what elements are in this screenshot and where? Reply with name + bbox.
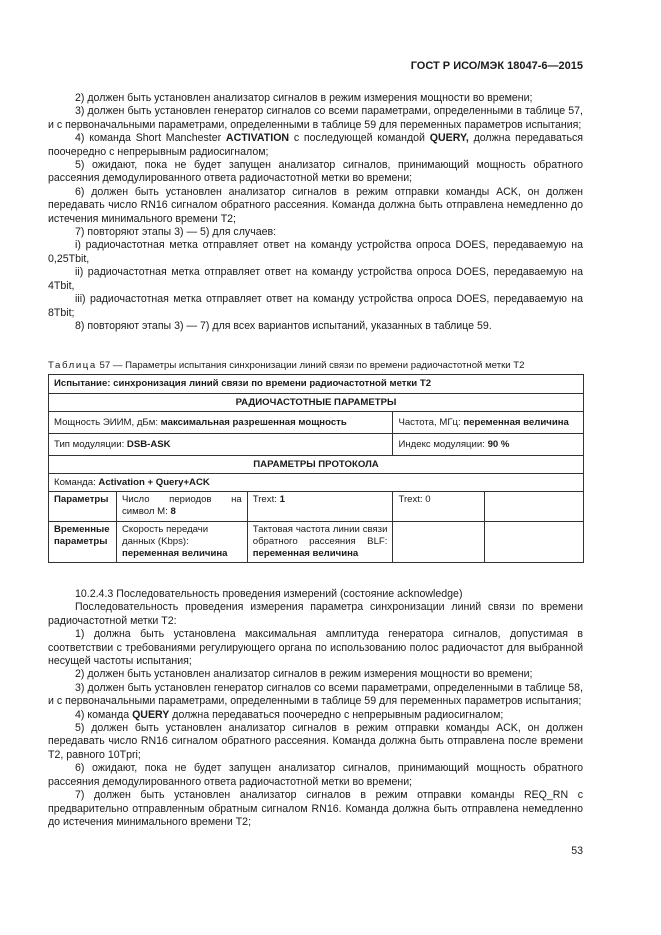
frequency-cell: Частота, МГц: переменная величина bbox=[393, 412, 584, 434]
table-row bbox=[49, 394, 584, 412]
paragraph: 7) повторяют этапы 3) — 5) для случаев: bbox=[75, 226, 277, 239]
trext0-cell: Trext: 0 bbox=[393, 492, 485, 522]
table-caption: Таблица 57 — Параметры испытания синхронизации линий связи по времени радиочастотной метки T2 bbox=[48, 360, 525, 371]
paragraph: iii) радиочастотная метка отправляет ответ на команду устройства опроса DOES, передаваемую на 8Tbit; bbox=[48, 293, 583, 319]
paragraph: 5) ожидают, пока не будет запущен анализатор сигналов, принимающий мощность обратного рассеяния демодулированного ответа радиочастотной метки во времени; bbox=[48, 159, 583, 185]
table-row bbox=[49, 522, 584, 563]
paragraph: 5) должен быть установлен анализатор сигналов в режим отправки команды ACK, он должен передавать число RN16 сигналом обратного рассеяния. Команда должна быть отправлена после времени T2, равного 10Tpri; bbox=[48, 722, 583, 761]
paragraph: 3) должен быть установлен генератор сигналов со всеми параметрами, определенными в таблице 58, и с первоначальными параметрами, определенными в таблице 59 для переменных параметров испытания; bbox=[48, 681, 583, 708]
table-title: Испытание: синхронизация линий связи по времени радиочастотной метки T2 bbox=[49, 375, 584, 394]
document-header: ГОСТ Р ИСО/МЭК 18047-6—2015 bbox=[410, 60, 583, 72]
paragraph: ii) радиочастотная метка отправляет ответ на команду устройства опроса DOES, передаваемую на 4Tbit, bbox=[48, 266, 583, 292]
modulation-cell: Тип модуляции: DSB-ASK bbox=[49, 434, 393, 456]
paragraph: 8) повторяют этапы 3) — 7) для всех вариантов испытаний, указанных в таблице 59. bbox=[75, 319, 492, 332]
table-row bbox=[49, 492, 584, 522]
empty-cell bbox=[485, 522, 584, 563]
data-rate-cell: Скорость передачи данных (Kbps): переменная величина bbox=[116, 522, 247, 563]
power-cell: Мощность ЭИИМ, дБм: максимальная разрешенная мощность bbox=[49, 412, 393, 434]
table-row bbox=[49, 412, 584, 434]
modulation-index-cell: Индекс модуляции: 90 % bbox=[393, 434, 584, 456]
paragraph: 6) ожидают, пока не будет запущен анализатор сигналов, принимающий мощность обратного рассеяния демодулированного ответа радиочастотной метки во времени; bbox=[48, 762, 583, 788]
periods-cell: Число периодов на символ M: 8 bbox=[116, 492, 247, 522]
page-number: 53 bbox=[571, 845, 583, 857]
blf-cell: Тактовая частота линии связи обратного рассеяния BLF: переменная величина bbox=[247, 522, 393, 563]
parameters-table bbox=[48, 374, 584, 563]
trext1-cell: Trext: 1 bbox=[247, 492, 393, 522]
command-cell: Команда: Activation + Query+ACK bbox=[49, 474, 584, 492]
time-params-label-cell: Временные параметры bbox=[49, 522, 117, 563]
rf-section-header: РАДИОЧАСТОТНЫЕ ПАРАМЕТРЫ bbox=[49, 394, 584, 412]
paragraph: 3) должен быть установлен генератор сигналов со всеми параметрами, определенными в таблице 57, и с первоначальными параметрами, определенными в таблице 59 для переменных параметров испытания; bbox=[48, 105, 583, 131]
paragraph: 2) должен быть установлен анализатор сигналов в режим измерения мощности во времени; bbox=[75, 668, 533, 681]
table-row bbox=[49, 375, 584, 394]
paragraph: 6) должен быть установлен анализатор сигналов в режим отправки команды ACK, он должен передавать число RN16 сигналом обратного рассеяния. Команда должна быть отправлена немедленно до истечения минимального времени T2; bbox=[48, 185, 583, 225]
paragraph: i) радиочастотная метка отправляет ответ на команду устройства опроса DOES, передаваемую на 0,25Tbit, bbox=[48, 239, 583, 265]
paragraph: 1) должна быть установлена максимальная амплитуда генератора сигналов, допустимая в соответствии с требованиями регулирующего органа по использованию полос радиочастот для выбранной несущей частоты испытания; bbox=[48, 628, 583, 668]
empty-cell bbox=[393, 522, 485, 563]
procedure-list-1 bbox=[48, 92, 583, 333]
section-heading: 10.2.4.3 Последовательность проведения измерений (состояние acknowledge) bbox=[75, 588, 463, 600]
params-label-cell: Параметры bbox=[49, 492, 117, 522]
protocol-section-header: ПАРАМЕТРЫ ПРОТОКОЛА bbox=[49, 456, 584, 474]
paragraph: Последовательность проведения измерения параметра синхронизации линий связи по времени радиочастотной метки T2: bbox=[48, 601, 583, 627]
procedure-list-2 bbox=[48, 588, 583, 829]
table-row bbox=[49, 434, 584, 456]
paragraph: 4) команда Short Manchester ACTIVATION с последующей командой QUERY, должна передаваться поочередно с непрерывным радиосигналом; bbox=[48, 132, 584, 158]
table-row bbox=[49, 456, 584, 474]
empty-cell bbox=[485, 492, 584, 522]
paragraph: 4) команда QUERY должна передаваться поочередно с непрерывным радиосигналом; bbox=[75, 708, 504, 721]
table-row bbox=[49, 474, 584, 492]
paragraph: 2) должен быть установлен анализатор сигналов в режим измерения мощности во времени; bbox=[75, 92, 533, 104]
paragraph: 7) должен быть установлен анализатор сигналов в режим отправки команды REQ_RN с предварительно отправленным обратным сигналом RN16. Команда должна быть отправлена немедленно до истечения минимального времени T2; bbox=[48, 789, 583, 828]
